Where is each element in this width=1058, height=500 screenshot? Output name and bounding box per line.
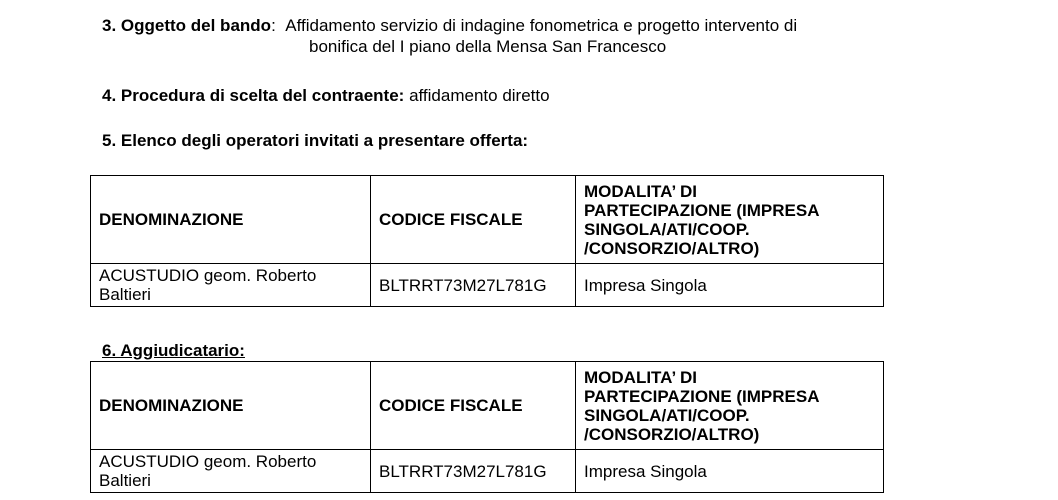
header-denominazione: DENOMINAZIONE [91, 176, 371, 264]
header-modalita-line4: /CONSORZIO/ALTRO) [584, 238, 760, 258]
section-5-label: 5. Elenco degli operatori invitati a presentare offerta: [102, 131, 529, 150]
table-row [91, 264, 884, 307]
header-modalita-line3: SINGOLA/ATI/COOP. [584, 405, 750, 425]
header-denominazione: DENOMINAZIONE [91, 362, 371, 450]
header-modalita [576, 362, 884, 450]
section-3-separator: : [271, 16, 276, 35]
denominazione-line1: ACUSTUDIO geom. Roberto [99, 452, 317, 471]
header-modalita-line2: PARTECIPAZIONE (IMPRESA [584, 386, 820, 406]
awardee-table [90, 361, 884, 493]
header-modalita-line2: PARTECIPAZIONE (IMPRESA [584, 200, 820, 220]
cell-modalita: Impresa Singola [576, 450, 884, 493]
cell-codice-fiscale: BLTRRT73M27L781G [371, 450, 576, 493]
invited-operators-table [90, 175, 884, 307]
section-3-label: 3. Oggetto del bando [102, 16, 272, 35]
header-modalita-line1: MODALITA’ DI [584, 181, 698, 201]
section-6-awardee [102, 340, 245, 361]
table-header-row [91, 362, 884, 450]
header-modalita-line1: MODALITA’ DI [584, 367, 698, 387]
header-codice-fiscale: CODICE FISCALE [371, 176, 576, 264]
cell-denominazione [91, 264, 371, 307]
header-codice-fiscale: CODICE FISCALE [371, 362, 576, 450]
table-header-row [91, 176, 884, 264]
header-modalita-line3: SINGOLA/ATI/COOP. [584, 219, 750, 239]
section-4-text: affidamento diretto [409, 86, 550, 105]
table-row [91, 450, 884, 493]
cell-denominazione [91, 450, 371, 493]
denominazione-line1: ACUSTUDIO geom. Roberto [99, 266, 317, 285]
denominazione-line2: Baltieri [99, 471, 151, 490]
section-3-text-line2: bonifica del I piano della Mensa San Francesco [309, 37, 667, 56]
section-5-invited-operators [102, 130, 528, 151]
section-6-label: 6. Aggiudicatario: [102, 341, 245, 360]
cell-modalita: Impresa Singola [576, 264, 884, 307]
cell-codice-fiscale: BLTRRT73M27L781G [371, 264, 576, 307]
section-3-text-line1: Affidamento servizio di indagine fonometrica e progetto intervento di [285, 16, 798, 35]
header-modalita [576, 176, 884, 264]
denominazione-line2: Baltieri [99, 285, 151, 304]
section-4-procedure [102, 85, 550, 106]
section-3-object [102, 15, 797, 57]
header-modalita-line4: /CONSORZIO/ALTRO) [584, 424, 760, 444]
section-4-label: 4. Procedura di scelta del contraente: [102, 86, 405, 105]
